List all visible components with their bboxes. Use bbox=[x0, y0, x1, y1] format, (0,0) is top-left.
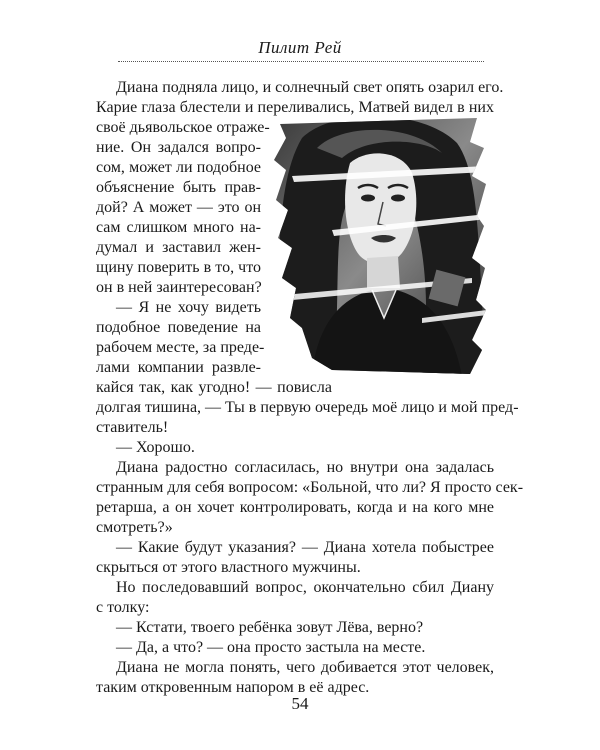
text-line: рабочем месте, за преде- bbox=[96, 339, 265, 356]
text-block-top bbox=[96, 78, 504, 118]
text-block-bottom bbox=[96, 398, 524, 698]
text-line: сом, может ли подобное bbox=[96, 159, 261, 176]
text-line: думал и заставил жен- bbox=[96, 239, 261, 256]
text-line: долгая тишина, — Ты в первую очередь моё лицо и мой пред- bbox=[96, 399, 519, 416]
text-line: Но последовавший вопрос, окончательно сбил Диану bbox=[116, 579, 494, 596]
text-line: Диана подняла лицо, и солнечный свет опять озарил его. bbox=[116, 79, 504, 96]
text-line: Диана не могла понять, чего добивается этот человек, bbox=[116, 659, 494, 676]
text-line: ретарша, а он хочет контролировать, когда и на кого мне bbox=[96, 499, 494, 516]
text-line: сам слишком много на- bbox=[96, 219, 261, 236]
text-line: Диана радостно согласилась, но внутри она задалась bbox=[116, 459, 494, 476]
text-line: Карие глаза блестели и переливались, Матвей видел в них bbox=[96, 99, 494, 116]
text-line: — Какие будут указания? — Диана хотела побыстрее bbox=[116, 539, 494, 556]
text-line: он в ней заинтересован? bbox=[96, 279, 262, 296]
text-block-side bbox=[96, 118, 332, 398]
page-number: 54 bbox=[291, 694, 309, 713]
text-line: смотреть?» bbox=[96, 519, 173, 536]
text-line: — Я не хочу видеть bbox=[116, 299, 261, 316]
text-line: таким откровенным напором в её адрес. bbox=[96, 679, 370, 696]
text-line: своё дьявольское отраже- bbox=[96, 119, 270, 136]
text-line: — Кстати, твоего ребёнка зовут Лёва, верно? bbox=[116, 619, 424, 636]
running-header: Пилит Рей bbox=[258, 38, 342, 57]
text-line: — Да, а что? — она просто застыла на месте. bbox=[116, 639, 426, 656]
text-line: объяснение быть прав- bbox=[96, 179, 261, 196]
header-divider bbox=[118, 61, 484, 62]
text-line: кайся так, как угодно! — повисла bbox=[96, 379, 332, 396]
text-line: странным для себя вопросом: «Больной, что ли? Я просто сек- bbox=[96, 479, 524, 496]
text-line: лами компании развле- bbox=[96, 359, 261, 376]
text-line: щину поверить в то, что bbox=[96, 259, 261, 276]
text-line: ние. Он задался вопро- bbox=[96, 139, 261, 156]
text-line: — Хорошо. bbox=[116, 439, 195, 456]
text-line: ставитель! bbox=[96, 419, 169, 436]
text-line: дой? А может — это он bbox=[96, 199, 261, 216]
portrait-illustration-icon bbox=[272, 118, 487, 376]
text-line: скрыться от этого властного мужчины. bbox=[96, 559, 361, 576]
text-line: с толку: bbox=[96, 599, 150, 616]
text-line: подобное поведение на bbox=[96, 319, 261, 336]
